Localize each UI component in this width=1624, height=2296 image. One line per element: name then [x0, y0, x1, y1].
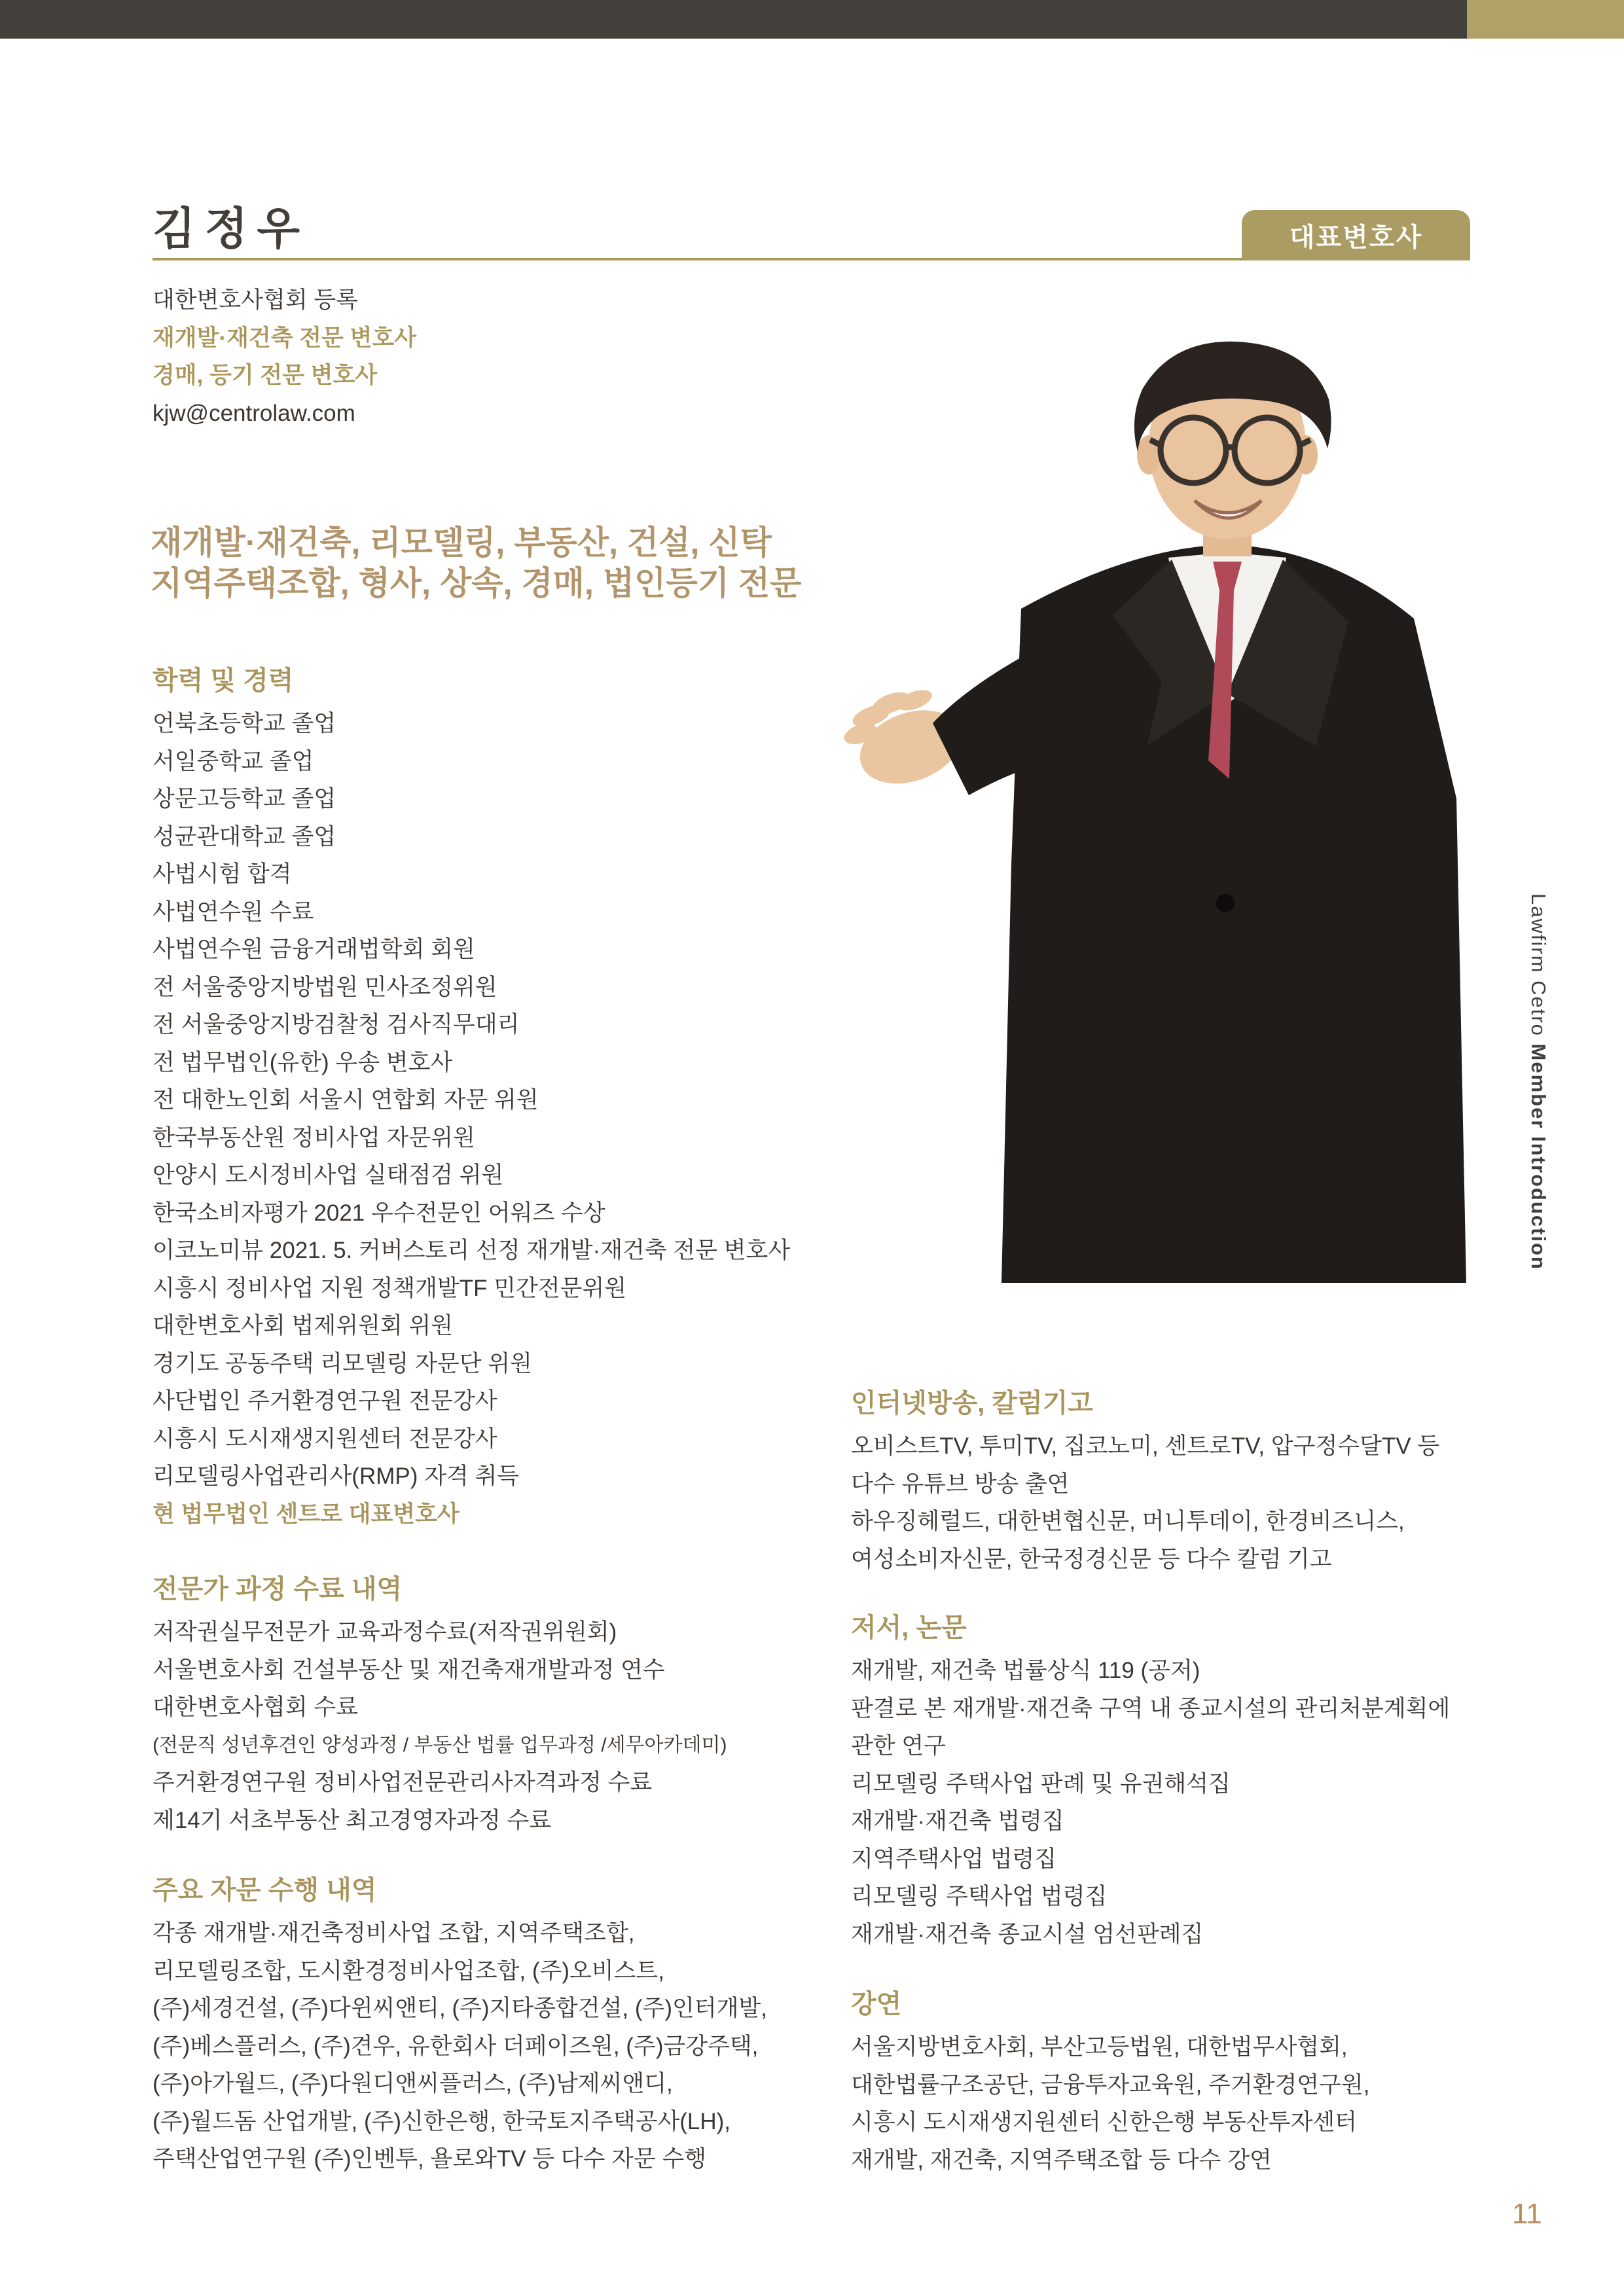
list-item: 현 법무법인 센트로 대표변호사 [153, 1501, 460, 1527]
specialty-headline [151, 522, 801, 603]
list-item: 전 법무법인(유한) 우송 변호사 [153, 1049, 453, 1075]
list-item: 서일중학교 졸업 [153, 748, 314, 774]
list-item: 리모델링조합, 도시환경정비사업조합, (주)오비스트, [153, 1958, 664, 1984]
section-title: 저서, 논문 [851, 1613, 967, 1642]
top-bar-gold-accent [1467, 0, 1624, 39]
section-education-career [153, 660, 790, 1533]
section-title: 전문가 과정 수료 내역 [153, 1575, 403, 1604]
section-list [851, 2028, 1369, 2179]
list-item: 사법연수원 수료 [153, 899, 314, 925]
list-item: (전문직 성년후견인 양성과정 / 부동산 법률 업무과정 /세무아카데미) [153, 1734, 727, 1756]
list-item: 재개발, 재건축, 지역주택조합 등 다수 강연 [851, 2147, 1272, 2173]
list-item: 오비스트TV, 투미TV, 집코노미, 센트로TV, 압구정수달TV 등 [851, 1433, 1440, 1459]
list-item: 전 대한노인회 서울시 연합회 자문 위원 [153, 1087, 539, 1113]
side-caption-regular: Lawfirm Cetro [1527, 893, 1550, 1044]
section-title: 주요 자문 수행 내역 [153, 1876, 377, 1905]
side-caption-bold: Member Introduction [1527, 1043, 1550, 1270]
list-item: 저작권실무전문가 교육과정수료(저작권위원회) [153, 1619, 617, 1645]
title-badge: 대표변호사 [1242, 210, 1470, 260]
list-item: 대한변호사협회 수료 [153, 1695, 359, 1720]
list-item: 서울지방변호사회, 부산고등법원, 대한법무사협회, [851, 2034, 1348, 2060]
side-vertical-caption [1526, 893, 1550, 1391]
list-item: (주)베스플러스, (주)견우, 유한회사 더페이즈원, (주)금강주택, [153, 2033, 759, 2059]
list-item: 주택산업연구원 (주)인벤투, 욜로와TV 등 다수 자문 수행 [153, 2146, 707, 2172]
list-item: 하우징헤럴드, 대한변협신문, 머니투데이, 한경비즈니스, [851, 1509, 1405, 1534]
list-item: 주거환경연구원 정비사업전문관리사자격과정 수료 [153, 1770, 653, 1795]
list-item: 대한법률구조공단, 금융투자교육원, 주거환경연구원, [851, 2072, 1370, 2098]
section-books-papers [851, 1607, 1450, 1953]
contact-line: 재개발·재건축 전문 변호사 [153, 325, 417, 351]
list-item: 서울변호사회 건설부동산 및 재건축재개발과정 연수 [153, 1657, 665, 1683]
list-item: 경기도 공동주택 리모델링 자문단 위원 [153, 1350, 532, 1376]
list-item: 시흥시 도시재생지원센터 전문강사 [153, 1426, 497, 1452]
section-broadcast-columns [851, 1382, 1439, 1578]
list-item: 대한변호사회 법제위원회 위원 [153, 1313, 453, 1338]
list-item: 사법연수원 금융거래법학회 회원 [153, 937, 475, 962]
contact-line: 경매, 등기 전문 변호사 [153, 363, 378, 388]
lawyer-name: 김정우 [153, 204, 310, 254]
page-number: 11 [1512, 2198, 1542, 2230]
list-item: 제14기 서초부동산 최고경영자과정 수료 [153, 1807, 552, 1833]
list-item: 지역주택사업 법령집 [851, 1846, 1057, 1872]
list-item: 안양시 도시정비사업 실태점검 위원 [153, 1162, 504, 1188]
lawyer-portrait-photo [805, 327, 1499, 1283]
section-list [851, 1427, 1439, 1578]
list-item: 사단법인 주거환경연구원 전문강사 [153, 1388, 497, 1414]
list-item: 리모델링 주택사업 판례 및 유권해석집 [851, 1770, 1231, 1797]
list-item: 사법시험 합격 [153, 861, 292, 887]
top-bar-dark [0, 0, 1467, 39]
list-item: 시흥시 정비사업 지원 정책개발TF 민간전문위원 [153, 1275, 627, 1301]
section-title: 강연 [851, 1990, 902, 2018]
section-list [153, 1914, 767, 2178]
list-item: 언북초등학교 졸업 [153, 711, 336, 736]
list-item: 각종 재개발·재건축정비사업 조합, 지역주택조합, [153, 1920, 635, 1946]
list-item: (주)아가월드, (주)다원디앤씨플러스, (주)남제씨앤디, [153, 2071, 673, 2096]
list-item: 전 서울중앙지방검찰청 검사직무대리 [153, 1012, 520, 1037]
list-item: (주)월드돔 산업개발, (주)신한은행, 한국토지주택공사(LH), [153, 2108, 731, 2134]
section-list [851, 1652, 1450, 1953]
section-list [153, 705, 790, 1533]
list-item: 상문고등학교 졸업 [153, 786, 336, 812]
section-list [153, 1613, 727, 1839]
list-item: 판결로 본 재개발·재건축 구역 내 종교시설의 관리처분계획에 [851, 1695, 1451, 1721]
list-item: 리모델링사업관리사(RMP) 자격 취득 [153, 1463, 520, 1489]
list-item: 한국소비자평가 2021 우수전문인 어워즈 수상 [153, 1200, 605, 1226]
specialty-headline-line1: 재개발·재건축, 리모델링, 부동산, 건설, 신탁 [151, 524, 772, 561]
section-lectures [851, 1983, 1369, 2179]
list-item: 전 서울중앙지방법원 민사조정위원 [153, 974, 497, 1000]
list-item: 다수 유튜브 방송 출연 [851, 1471, 1070, 1497]
list-item: 시흥시 도시재생지원센터 신한은행 부동산투자센터 [851, 2109, 1357, 2135]
list-item: 성균관대학교 졸업 [153, 823, 336, 850]
section-title: 학력 및 경력 [153, 666, 294, 695]
list-item: 이코노미뷰 2021. 5. 커버스토리 선정 재개발·재건축 전문 변호사 [153, 1238, 791, 1263]
section-expert-courses [153, 1568, 727, 1839]
list-item: (주)세경건설, (주)다윈씨앤티, (주)지타종합건설, (주)인터개발, [153, 1996, 767, 2021]
header-divider-line [153, 258, 1242, 260]
section-title: 인터넷방송, 칼럼기고 [851, 1389, 1093, 1418]
contact-line: 대한변호사협회 등록 [153, 287, 359, 313]
list-item: 재개발·재건축 법령집 [851, 1808, 1064, 1834]
list-item: 재개발·재건축 종교시설 엄선판례집 [851, 1921, 1204, 1947]
specialty-headline-line2: 지역주택조합, 형사, 상속, 경매, 법인등기 전문 [151, 565, 802, 601]
contact-block [153, 281, 416, 432]
contact-line: kjw@centrolaw.com [153, 400, 355, 426]
list-item: 관한 연구 [851, 1733, 946, 1759]
list-item: 한국부동산원 정비사업 자문위원 [153, 1124, 475, 1151]
list-item: 리모델링 주택사업 법령집 [851, 1884, 1108, 1909]
list-item: 여성소비자신문, 한국정경신문 등 다수 칼럼 기고 [851, 1546, 1332, 1572]
section-major-advisory [153, 1869, 767, 2178]
list-item: 재개발, 재건축 법률상식 119 (공저) [851, 1658, 1200, 1683]
